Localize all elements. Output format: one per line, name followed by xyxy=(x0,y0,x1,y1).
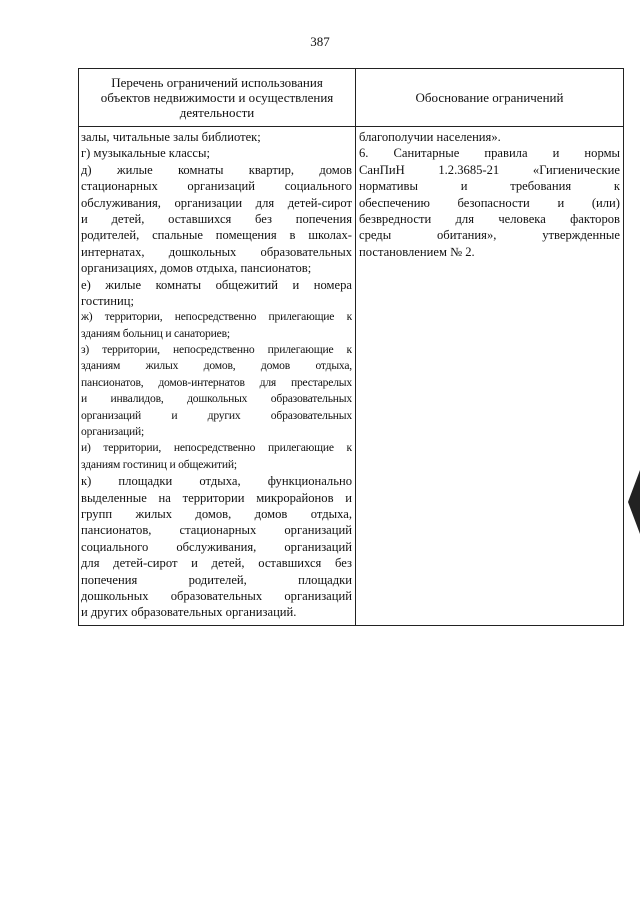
justification-column xyxy=(356,127,623,625)
restriction-text-line: групп жилых домов, домов отдыха, xyxy=(81,506,352,521)
justification-text-line: 6. Санитарные правила и нормы xyxy=(359,146,620,161)
restriction-text-line: к) площадки отдыха, функционально xyxy=(81,474,352,489)
restriction-text-line: попечения родителей, площадки xyxy=(81,572,352,587)
justification-text-line: нормативы и требования к xyxy=(359,179,620,194)
restriction-text-line: организациях, домов отдыха, пансионатов; xyxy=(81,261,312,276)
restriction-text-line: д) жилые комнаты квартир, домов xyxy=(81,162,352,177)
table-body-row xyxy=(79,127,623,625)
restriction-text-line: з) территории, непосредственно прилегающие к xyxy=(81,343,352,357)
restriction-text-line: и) территории, непосредственно прилегающие к xyxy=(81,441,352,455)
justification-text-line: обеспечению безопасности и (или) xyxy=(359,195,620,210)
restriction-text-line: ж) территории, непосредственно прилегающие к xyxy=(81,310,352,324)
page-number: 387 xyxy=(310,34,330,49)
restriction-text-line: зданиям больниц и санаториев; xyxy=(81,326,230,340)
restriction-text-line: социального обслуживания, организаций xyxy=(81,539,352,554)
restriction-text-line: для детей-сирот и детей, оставшихся без xyxy=(81,556,352,571)
restriction-text-line: и инвалидов, дошкольных образовательных xyxy=(81,392,352,406)
justification-text-line: безвредности для человека факторов xyxy=(359,211,620,226)
restriction-text-line: зданиям жилых домов, домов отдыха, xyxy=(81,359,352,373)
justification-text-line: постановлением № 2. xyxy=(359,244,475,259)
restriction-text-line: стационарных организаций социального xyxy=(81,179,352,194)
restriction-text-line: г) музыкальные классы; xyxy=(81,146,210,161)
restriction-text-line: пансионатов, стационарных организаций xyxy=(81,523,352,538)
restrictions-column xyxy=(79,127,356,625)
justification-text-line: благополучии населения». xyxy=(359,130,501,144)
restriction-text-line: организаций и других образовательных xyxy=(81,408,352,422)
restrictions-table xyxy=(78,68,624,626)
restriction-text-line: интернатах, дошкольных образовательных xyxy=(81,244,352,259)
restriction-text-line: и детей, оставшихся без попечения xyxy=(81,211,352,226)
justification-text-line: среды обитания», утвержденные xyxy=(359,228,620,243)
restriction-text-line: и других образовательных организаций. xyxy=(81,605,297,620)
justification-text-line: СанПиН 1.2.3685-21 «Гигиенические xyxy=(359,162,620,177)
restriction-text-line: зданиям гостиниц и общежитий; xyxy=(81,457,237,471)
restriction-text-line: гостиниц; xyxy=(81,293,135,308)
restriction-text-line: пансионатов, домов-интернатов для престарелых xyxy=(81,375,352,389)
restriction-text-line: залы, читальные залы библиотек; xyxy=(81,130,261,144)
restriction-text-line: обслуживания, организации для детей-сирот xyxy=(81,195,352,210)
restriction-text-line: е) жилые комнаты общежитий и номера xyxy=(81,277,352,292)
header-restrictions-list: Перечень ограничений использования объектов недвижимости и осуществления деятельности xyxy=(79,69,356,126)
restriction-text-line: выделенные на территории микрорайонов и xyxy=(81,490,352,505)
restriction-text-line: родителей, спальные помещения в школах- xyxy=(81,228,352,243)
table-header-row xyxy=(79,69,623,127)
restriction-text-line: дошкольных образовательных организаций xyxy=(81,588,352,603)
margin-arrow-mark xyxy=(628,470,640,534)
header-justification: Обоснование ограничений xyxy=(415,90,564,105)
restriction-text-line: организаций; xyxy=(81,425,145,439)
